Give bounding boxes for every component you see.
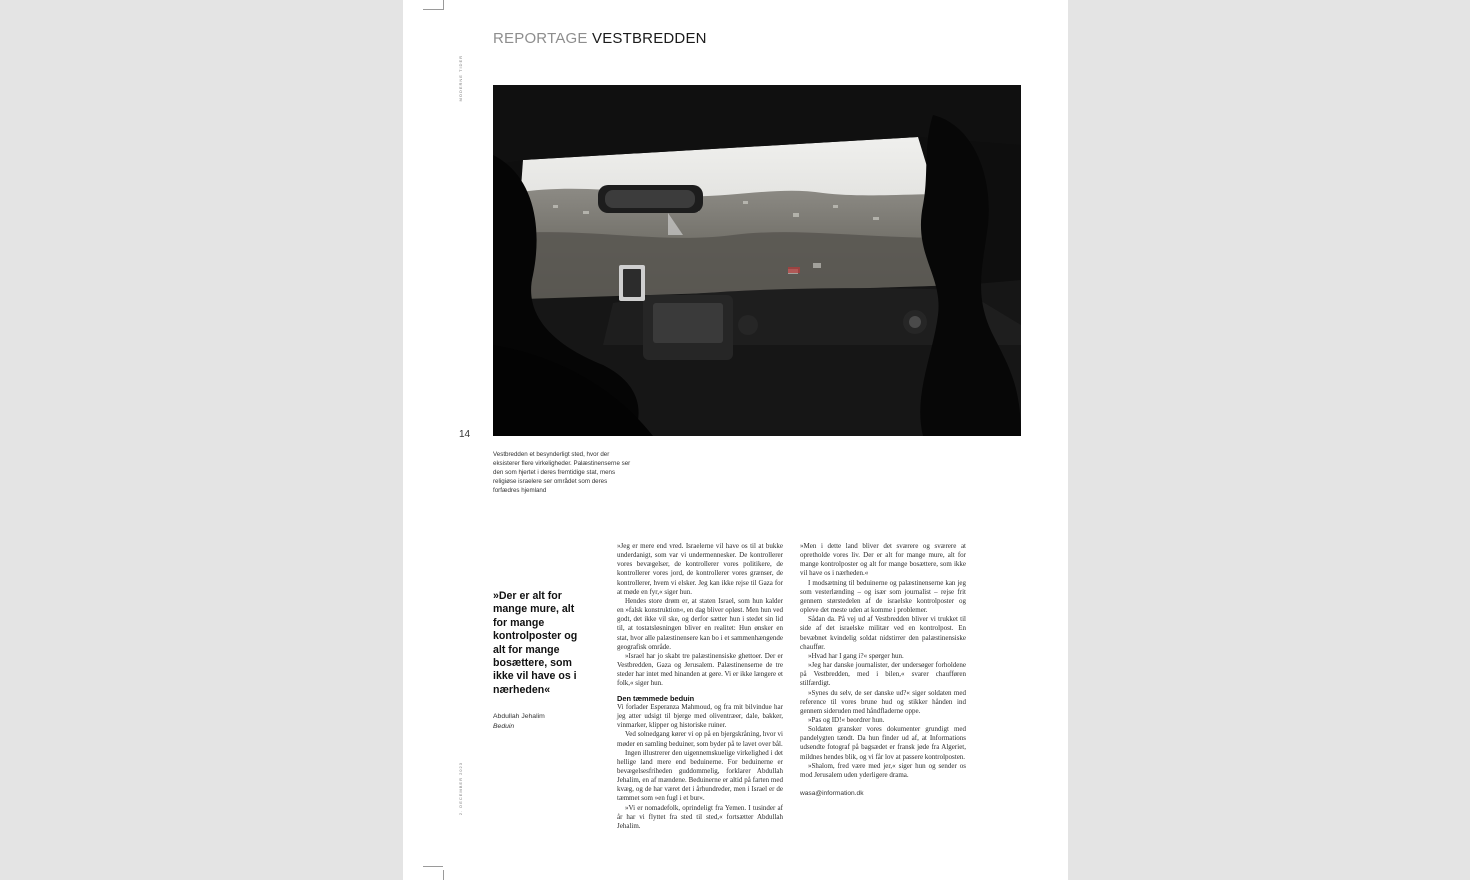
article-paragraph: »Synes du selv, de ser danske ud?« siger soldaten med reference til vores brune hud og stikker hånden ind gennem sideruden med håndfladerne oppe. — [800, 688, 966, 715]
crop-mark-bottom — [423, 866, 443, 867]
crop-mark-top — [423, 9, 443, 10]
article-paragraph: »Vi er nomadefolk, oprindeligt fra Yemen. I tusinder af år har vi flyttet fra sted til sted,« fortsætter Abdullah Jehalim. — [617, 803, 783, 830]
magazine-page — [403, 0, 1068, 880]
page-header — [493, 30, 707, 47]
page-number: 14 — [459, 429, 471, 440]
article-paragraph: I modsætning til beduinerne og palæstinenserne kan jeg som vesterlænding – og især som journalist – rejse frit gennem størstedelen af de israelske kontrolposter og opleve det meste uden at komme i problemer. — [800, 578, 966, 615]
quote-role: Beduin — [493, 722, 515, 730]
pull-quote-attribution — [493, 712, 593, 731]
crop-mark-bottom-tick — [443, 870, 444, 880]
article-paragraph: »Hvad har I gang i?« spørger hun. — [808, 651, 904, 660]
article-paragraph: »Shalom, fred være med jer,« siger hun og sender os mod Jerusalem uden yderligere drama. — [800, 761, 966, 779]
photo-car-interior — [493, 85, 1021, 436]
article-photo — [493, 85, 1021, 436]
article-paragraph: Sådan da. På vej ud af Vestbredden bliver vi trukket til side af det israelske militær ved en kontrolpost. En bevæbnet kvindelig soldat nidstirrer den palæstinensiske chauffør. — [800, 615, 966, 651]
crop-mark-top-tick — [443, 0, 444, 10]
article-column-1 — [617, 542, 783, 831]
author-email-link[interactable]: wasa@information.dk — [800, 790, 864, 798]
article-column-2 — [800, 542, 966, 798]
article-paragraph: Hendes store drøm er, at staten Israel, som hun kalder en »falsk konstruktion«, en dag bliver opløst. Men hun ved godt, det ikke vil ske, og derfor sætter hun i stedet sin lid til, at tostatsløsningen bliver en realitet: Hun ønsker en stat, hvor alle palæstinensere kan bo i et sammenhængende geografisk område. — [617, 596, 783, 651]
article-paragraph: »Jeg har danske journalister, der undersøger forholdene på Vestbredden, med i bilen,« svarer chaufføren stilfærdigt. — [800, 661, 966, 688]
article-paragraph: Soldaten gransker vores dokumenter grundigt med pandelygten tændt. Da hun finder ud af, at Informations udsendte fotograf på bagsædet er fransk jøde fra Algeriet, mildnes hendes blik, og vi får lov at passere kontrolposten. — [800, 725, 966, 761]
article-subheading: Den tæmmede beduin — [617, 693, 695, 703]
sidebar-date: 2. DECEMBER 2023 — [458, 762, 463, 816]
quote-name: Abdullah Jehalim — [493, 713, 545, 720]
pull-quote: »Der er alt for mange mure, alt for mange kontrolposter og alt for mange bosættere, som ikke vil have os i nærheden« — [493, 590, 578, 696]
header-kicker: REPORTAGE — [493, 30, 588, 47]
header-topic: VESTBREDDEN — [591, 30, 707, 47]
article-paragraph: Vi forlader Esperanza Mahmoud, og fra mit bilvindue har jeg atter udsigt til bjerge med oliventræer, dale, bakker, vinmarker, klipper og historiske ruiner. — [617, 702, 783, 730]
article-paragraph: Ingen illustrerer den uigennemskuelige virkelighed i det hellige land mere end beduinerne. For beduinerne er bevægelsesfriheden guddommelig, forklarer Abdullah Jehalim, en af mændene. Beduinerne er altid på farten med kvæg, og de har været det i århundreder, men i Israel er de tæmmet som »en fugl i et bur«. — [617, 748, 783, 803]
article-paragraph: »Men i dette land bliver det sværere og sværere at opretholde vores liv. Der er alt for mange mure, alt for mange kontrolposter og alt for mange bosættere, som ikke vil have os i nærheden.« — [800, 542, 966, 578]
article-paragraph: »Israel har jo skabt tre palæstinensiske ghettoer. Der er Vestbredden, Gaza og Jerusalem. Palæstinenserne de tre steder har intet med hinanden at gøre. Vi er ikke længere et folk,« siger hun. — [617, 651, 783, 688]
photo-caption: Vestbredden et besynderligt sted, hvor der eksisterer flere virkeligheder. Palæstinenserne ser den som hjertet i deres fremtidige stat, mens religiøse israelere ser området som deres forfædres hjemland — [493, 451, 631, 494]
sidebar-section: MODERNE TIDER — [458, 55, 463, 102]
article-paragraph: Ved solnedgang kører vi op på en bjergskråning, hvor vi møder en samling beduiner, som byder på te lavet over bål. — [617, 730, 783, 748]
article-paragraph: »Jeg er mere end vred. Israelerne vil have os til at bukke underdanigt, som var vi undermennesker. De kontrollerer vores bevægelser, de kontrollerer vores politikere, de kontrollerer vores jord, de kontrollerer vores grænser, de kontrollerer, hvem vi elsker. Jeg kan ikke rejse til Gaza for at møde en fyr,« siger hun. — [617, 542, 783, 596]
article-paragraph: »Pas og ID!« beordrer hun. — [808, 715, 885, 724]
